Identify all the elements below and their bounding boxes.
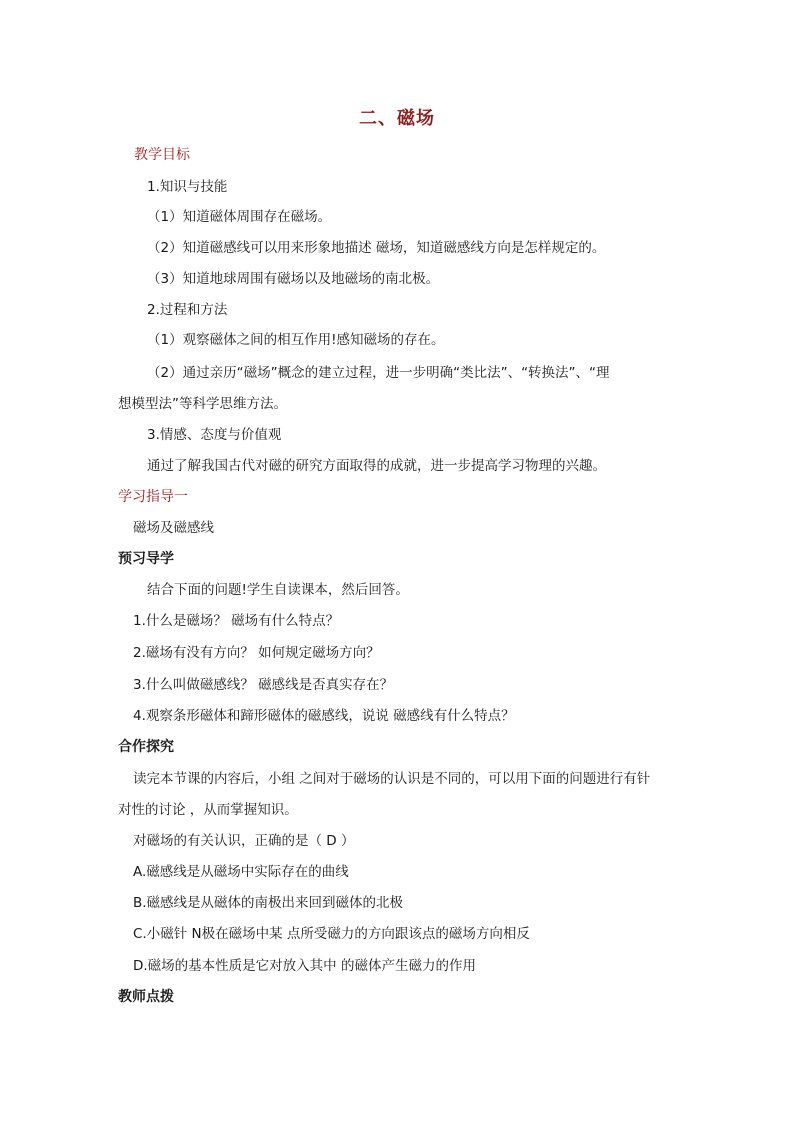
- list-item: 4.观察条形磁体和蹄形磁体的磁感线，说说 磁感线有什么特点？: [133, 708, 515, 724]
- paragraph: 通过了解我国古代对磁的研究方面取得的成就，进一步提高学习物理的兴趣。: [147, 458, 606, 474]
- paragraph: 1.知识与技能: [147, 179, 228, 195]
- section-heading-preview: 预习导学: [118, 551, 174, 567]
- list-item: 2.磁场有没有方向？ 如何规定磁场方向？: [133, 645, 380, 661]
- option-c: C.小磁针 N极在磁场中某 点所受磁力的方向跟该点的磁场方向相反: [133, 926, 530, 942]
- option-d: D.磁场的基本性质是它对放入其中 的磁体产生磁力的作用: [133, 958, 476, 974]
- page-title: 二、磁场: [359, 108, 435, 129]
- section-heading-teaching-goals: 教学目标: [134, 147, 190, 163]
- paragraph: 磁场及磁感线: [133, 520, 214, 536]
- section-heading-study-guide: 学习指导一: [118, 489, 188, 505]
- section-heading-cooperative-inquiry: 合作探究: [118, 739, 174, 755]
- paragraph: （3）知道地球周围有磁场以及地磁场的南北极。: [147, 271, 440, 287]
- paragraph: 对性的讨论 ，从而掌握知识。: [118, 802, 298, 818]
- paragraph: （2）知道磁感线可以用来形象地描述 磁场，知道磁感线方向是怎样规定的。: [147, 240, 606, 256]
- list-item: 3.什么叫做磁感线？ 磁感线是否真实存在？: [133, 677, 394, 693]
- list-item: 1.什么是磁场？ 磁场有什么特点？: [133, 613, 340, 629]
- paragraph: 想模型法”等科学思维方法。: [118, 396, 287, 412]
- section-heading-teacher-notes: 教师点拨: [118, 989, 174, 1005]
- paragraph: 读完本节课的内容后，小组 之间对于磁场的认识是不同的，可以用下面的问题进行有针: [133, 771, 651, 787]
- option-a: A.磁感线是从磁场中实际存在的曲线: [133, 864, 349, 880]
- option-b: B.磁感线是从磁体的南极出来回到磁体的北极: [133, 895, 404, 911]
- paragraph: 2.过程和方法: [147, 302, 228, 318]
- paragraph: （1）知道磁体周围存在磁场。: [147, 209, 332, 225]
- paragraph: 3.情感、态度与价值观: [147, 427, 282, 443]
- paragraph: （2）通过亲历“磁场”概念的建立过程，进一步明确“类比法”、“转换法”、“理: [147, 365, 610, 381]
- paragraph: 结合下面的问题!学生自读课本，然后回答。: [147, 582, 409, 598]
- question: 对磁场的有关认识，正确的是（ D ）: [133, 833, 355, 849]
- paragraph: （1）观察磁体之间的相互作用!感知磁场的存在。: [147, 332, 445, 348]
